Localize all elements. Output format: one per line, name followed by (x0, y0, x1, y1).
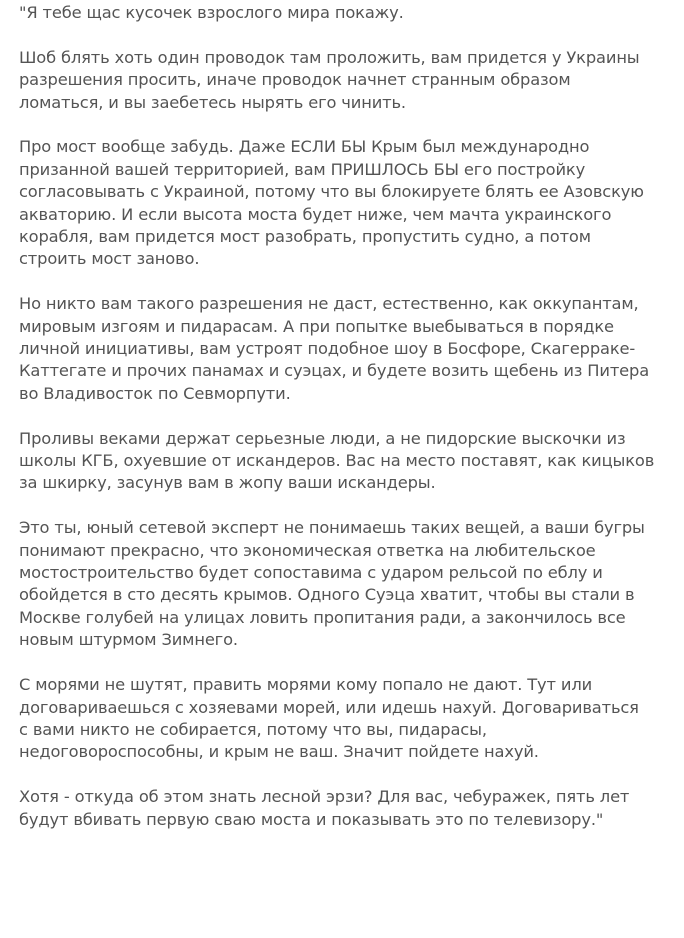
text-line: новым штурмом Зимнего. (19, 630, 238, 650)
text-line: недоговороспособны, и крым не ваш. Значит пойдете нахуй. (19, 742, 539, 762)
text-line: корабля, вам придется мост разобрать, пропустить судно, а потом (19, 227, 591, 247)
text-line: мостостроительство будет сопоставима с ударом рельсой по еблу и (19, 563, 603, 583)
text-line: ломаться, и вы заебетесь нырять его чинить. (19, 92, 406, 112)
text-line: будут вбивать первую сваю моста и показывать это по телевизору." (19, 809, 604, 829)
text-line: С морями не шутят, править морями кому попало не дают. Тут или (19, 675, 593, 695)
paragraph (19, 136, 670, 270)
text-line: акваторию. И если высота моста будет ниже, чем мачта украинского (19, 204, 612, 224)
paragraph (19, 2, 670, 24)
text-line: Хотя - откуда об этом знать лесной эрзи? Для вас, чебуражек, пять лет (19, 787, 630, 807)
text-line: мировым изгоям и пидарасам. А при попытке выебываться в порядке (19, 316, 614, 336)
paragraph (19, 293, 670, 405)
paragraph (19, 674, 670, 764)
text-line: "Я тебе щас кусочек взрослого мира покажу. (19, 3, 404, 22)
text-line: во Владивосток по Севморпути. (19, 383, 291, 403)
text-line: согласовывать с Украиной, потому что вы блокируете блять ее Азовскую (19, 182, 644, 202)
text-line: понимают прекрасно, что экономическая ответка на любительское (19, 540, 596, 560)
text-line: Проливы веками держат серьезные люди, а не пидорские выскочки из (19, 428, 626, 448)
text-line: Шоб блять хоть один проводок там проложить, вам придется у Украины (19, 47, 640, 67)
text-line: с вами никто не собирается, потому что вы, пидарасы, (19, 719, 487, 739)
text-line: личной инициативы, вам устроят подобное шоу в Босфоре, Скагерраке- (19, 339, 636, 359)
text-line: Это ты, юный сетевой эксперт не понимаешь таких вещей, а ваши бугры (19, 518, 645, 538)
paragraph (19, 786, 670, 831)
text-line: Но никто вам такого разрешения не даст, естественно, как оккупантам, (19, 294, 639, 314)
text-line: школы КГБ, охуевшие от искандеров. Вас на место поставят, как кицыков (19, 451, 655, 471)
text-line: призанной вашей территорией, вам ПРИШЛОСЬ БЫ его постройку (19, 159, 586, 179)
text-line: Москве голубей на улицах ловить пропитания ради, а закончилось все (19, 607, 626, 627)
text-line: Каттегате и прочих панамах и суэцах, и будете возить щебень из Питера (19, 361, 650, 381)
text-line: Про мост вообще забудь. Даже ЕСЛИ БЫ Крым был международно (19, 137, 590, 157)
text-line: строить мост заново. (19, 249, 200, 269)
paragraph (19, 428, 670, 495)
text-line: за шкирку, засунув вам в жопу ваши искандеры. (19, 473, 436, 493)
text-line: разрешения просить, иначе проводок начнет странным образом (19, 70, 571, 90)
paragraph (19, 47, 670, 114)
text-line: договариваешься с хозяевами морей, или идешь нахуй. Договариваться (19, 697, 639, 717)
paragraph (19, 517, 670, 651)
text-line: обойдется в сто десять крымов. Одного Суэца хватит, чтобы вы стали в (19, 585, 635, 605)
